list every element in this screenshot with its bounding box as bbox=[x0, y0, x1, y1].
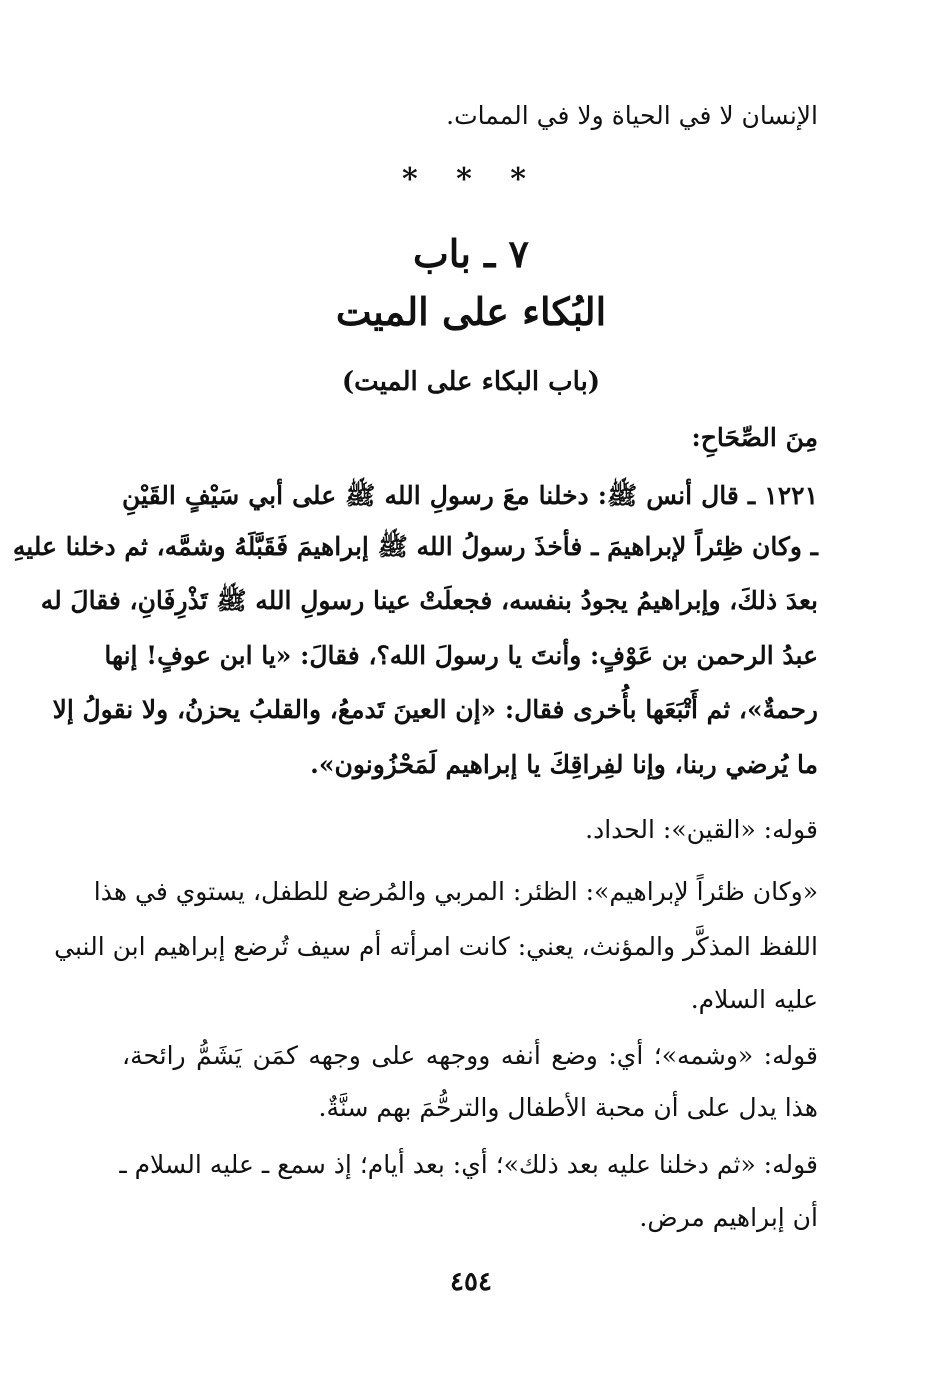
hadith-line: ١٢٢١ ـ قال أنس ﷺ: دخلنا معَ رسولِ الله ﷺ على أبي سَيْفٍ القَيْنِ bbox=[122, 481, 818, 510]
source-label: مِنَ الصِّحَاحِ: bbox=[691, 423, 818, 452]
continuation-line: الإنسان لا في الحياة ولا في الممات. bbox=[446, 101, 818, 130]
note-line: هذا يدل على أن محبة الأطفال والترحُّمَ بهم سنَّةٌ. bbox=[318, 1093, 818, 1122]
hadith-line: ما يُرضي ربنا، وإنا لفِراقِكَ يا إبراهيم لَمَحْزُونون». bbox=[310, 750, 818, 779]
note-line: قوله: «ثم دخلنا عليه بعد ذلك»؛ أي: بعد أيام؛ إذ سمع ـ عليه السلام ـ bbox=[119, 1150, 818, 1179]
note-line: قوله: «وشمه»؛ أي: وضع أنفه ووجهه على وجهه كمَن يَشَمُّ رائحة، bbox=[122, 1041, 818, 1070]
hadith-line: رحمةٌ»، ثم أَتْبَعَها بأُخرى فقال: «إن العينَ تَدمعُ، والقلبُ يحزنُ، ولا نقولُ إلا bbox=[52, 695, 818, 724]
note-line: «وكان ظئراً لإبراهيم»: الظئر: المربي والمُرضع للطفل، يستوي في هذا bbox=[93, 877, 818, 906]
note-line: قوله: «القين»: الحداد. bbox=[585, 815, 818, 844]
hadith-line: ـ وكان ظِئراً لإبراهيمَ ـ فأخذَ رسولُ الله ﷺ إبراهيمَ فَقَبَّلَهُ وشمَّه، ثم دخلنا عليهِ bbox=[12, 532, 818, 561]
note-line: عليه السلام. bbox=[690, 985, 818, 1014]
section-separator: * * * bbox=[402, 162, 540, 197]
hadith-line: عبدُ الرحمن بن عَوْفٍ: وأنتَ يا رسولَ الله؟، فقالَ: «يا ابن عوفٍ! إنها bbox=[104, 641, 818, 670]
hadith-line: بعدَ ذلكَ، وإبراهيمُ يجودُ بنفسه، فجعلَتْ عينا رسولِ الله ﷺ تَذْرِفَانِ، فقالَ له bbox=[40, 586, 818, 615]
page-number: ٤٥٤ bbox=[450, 1267, 492, 1297]
note-line: أن إبراهيم مرض. bbox=[639, 1203, 818, 1232]
chapter-number: ٧ ـ باب bbox=[413, 231, 529, 276]
note-line: اللفظ المذكَّر والمؤنث، يعني: كانت امرأته أم سيف تُرضع إبراهيم ابن النبي bbox=[54, 932, 818, 961]
chapter-subtitle: (باب البكاء على الميت) bbox=[341, 367, 601, 397]
chapter-title: البُكاء على الميت bbox=[335, 289, 607, 334]
